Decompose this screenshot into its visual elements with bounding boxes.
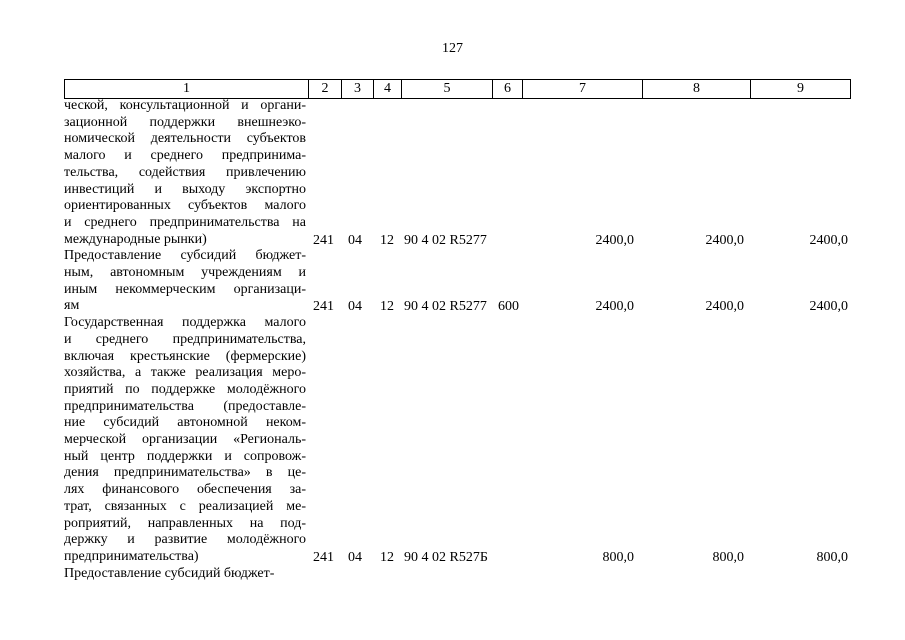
- description-line: инвестиций и выходу экспортно: [64, 181, 306, 197]
- header-col-7: 7: [522, 80, 642, 98]
- description-line: тельства, содействия привлечению: [64, 164, 306, 180]
- description-line: международные рынки): [64, 231, 207, 247]
- cell-col-5: 90 4 02 R5277: [404, 299, 487, 315]
- header-col-6: 6: [492, 80, 522, 98]
- description-line: лях финансового обеспечения за-: [64, 482, 306, 498]
- row-values: [64, 298, 884, 315]
- cell-col-4: 12: [380, 549, 394, 565]
- description-line: ный центр поддержки и сопровож-: [64, 448, 306, 464]
- description-line: ным, автономным учреждениям и: [64, 265, 306, 280]
- description-line: и среднего предпринимательства на: [64, 214, 306, 230]
- description-line: малого и среднего предпринима-: [64, 148, 306, 164]
- table-header: [64, 79, 851, 99]
- description-line: хозяйства, а также реализация меро-: [64, 365, 306, 381]
- description-line: ориентированных субъектов малого: [64, 198, 306, 214]
- cell-col-9: 2400,0: [809, 299, 848, 315]
- row-description: [64, 98, 306, 248]
- description-line: предпринимательства (предоставле-: [64, 398, 306, 414]
- cell-col-5: 90 4 02 R527Б: [404, 549, 488, 565]
- cell-col-9: 2400,0: [809, 232, 848, 248]
- description-line: иным некоммерческим организаци-: [64, 281, 306, 297]
- cell-col-8: 800,0: [712, 549, 744, 565]
- description-line: ние субсидий автономной неком-: [64, 415, 306, 431]
- description-line: держку и развитие молодёжного: [64, 532, 306, 548]
- cell-col-9: 800,0: [816, 549, 848, 565]
- cell-col-5: 90 4 02 R5277: [404, 232, 487, 248]
- description-line: предпринимательства): [64, 548, 199, 564]
- description-line: приятий по поддержке молодёжного: [64, 381, 306, 397]
- header-col-3: 3: [341, 80, 373, 98]
- cell-col-2: 241: [313, 299, 334, 315]
- description-line: ям: [64, 298, 80, 314]
- row-description: [64, 566, 306, 583]
- cell-col-7: 800,0: [602, 549, 634, 565]
- row-values: [64, 232, 884, 249]
- header-col-8: 8: [642, 80, 750, 98]
- description-line: дения предпринимательства» в це-: [64, 465, 306, 481]
- page-number: 127: [442, 41, 463, 56]
- cell-col-2: 241: [313, 549, 334, 565]
- header-col-2: 2: [308, 80, 341, 98]
- cell-col-3: 04: [348, 549, 362, 565]
- description-line: включая крестьянские (фермерские): [64, 348, 306, 364]
- row-description: [64, 315, 306, 566]
- description-line: мерческой организации «Региональ-: [64, 432, 306, 448]
- description-line: Предоставление субсидий бюджет-: [64, 565, 275, 581]
- header-col-9: 9: [750, 80, 851, 98]
- description-line: роприятий, направленных на под-: [64, 515, 306, 531]
- cell-col-7: 2400,0: [595, 299, 634, 315]
- description-line: и среднего предпринимательства,: [64, 331, 306, 347]
- description-line: номической деятельности субъектов: [64, 131, 306, 147]
- description-line: Государственная поддержка малого: [64, 315, 306, 331]
- cell-col-8: 2400,0: [705, 299, 744, 315]
- header-col-1: 1: [64, 80, 308, 98]
- description-line: трат, связанных с реализацией ме-: [64, 498, 306, 514]
- row-values: [64, 549, 884, 566]
- cell-col-3: 04: [348, 299, 362, 315]
- description-line: зационной поддержки внешнеэко-: [64, 114, 306, 130]
- description-line: Предоставление субсидий бюджет-: [64, 248, 306, 264]
- header-col-5: 5: [401, 80, 492, 98]
- cell-col-4: 12: [380, 299, 394, 315]
- cell-col-2: 241: [313, 232, 334, 248]
- cell-col-7: 2400,0: [595, 232, 634, 248]
- description-line: ческой, консультационной и органи-: [64, 98, 306, 113]
- cell-col-4: 12: [380, 232, 394, 248]
- cell-col-3: 04: [348, 232, 362, 248]
- header-col-4: 4: [373, 80, 401, 98]
- cell-col-8: 2400,0: [705, 232, 744, 248]
- cell-col-6: 600: [498, 299, 519, 315]
